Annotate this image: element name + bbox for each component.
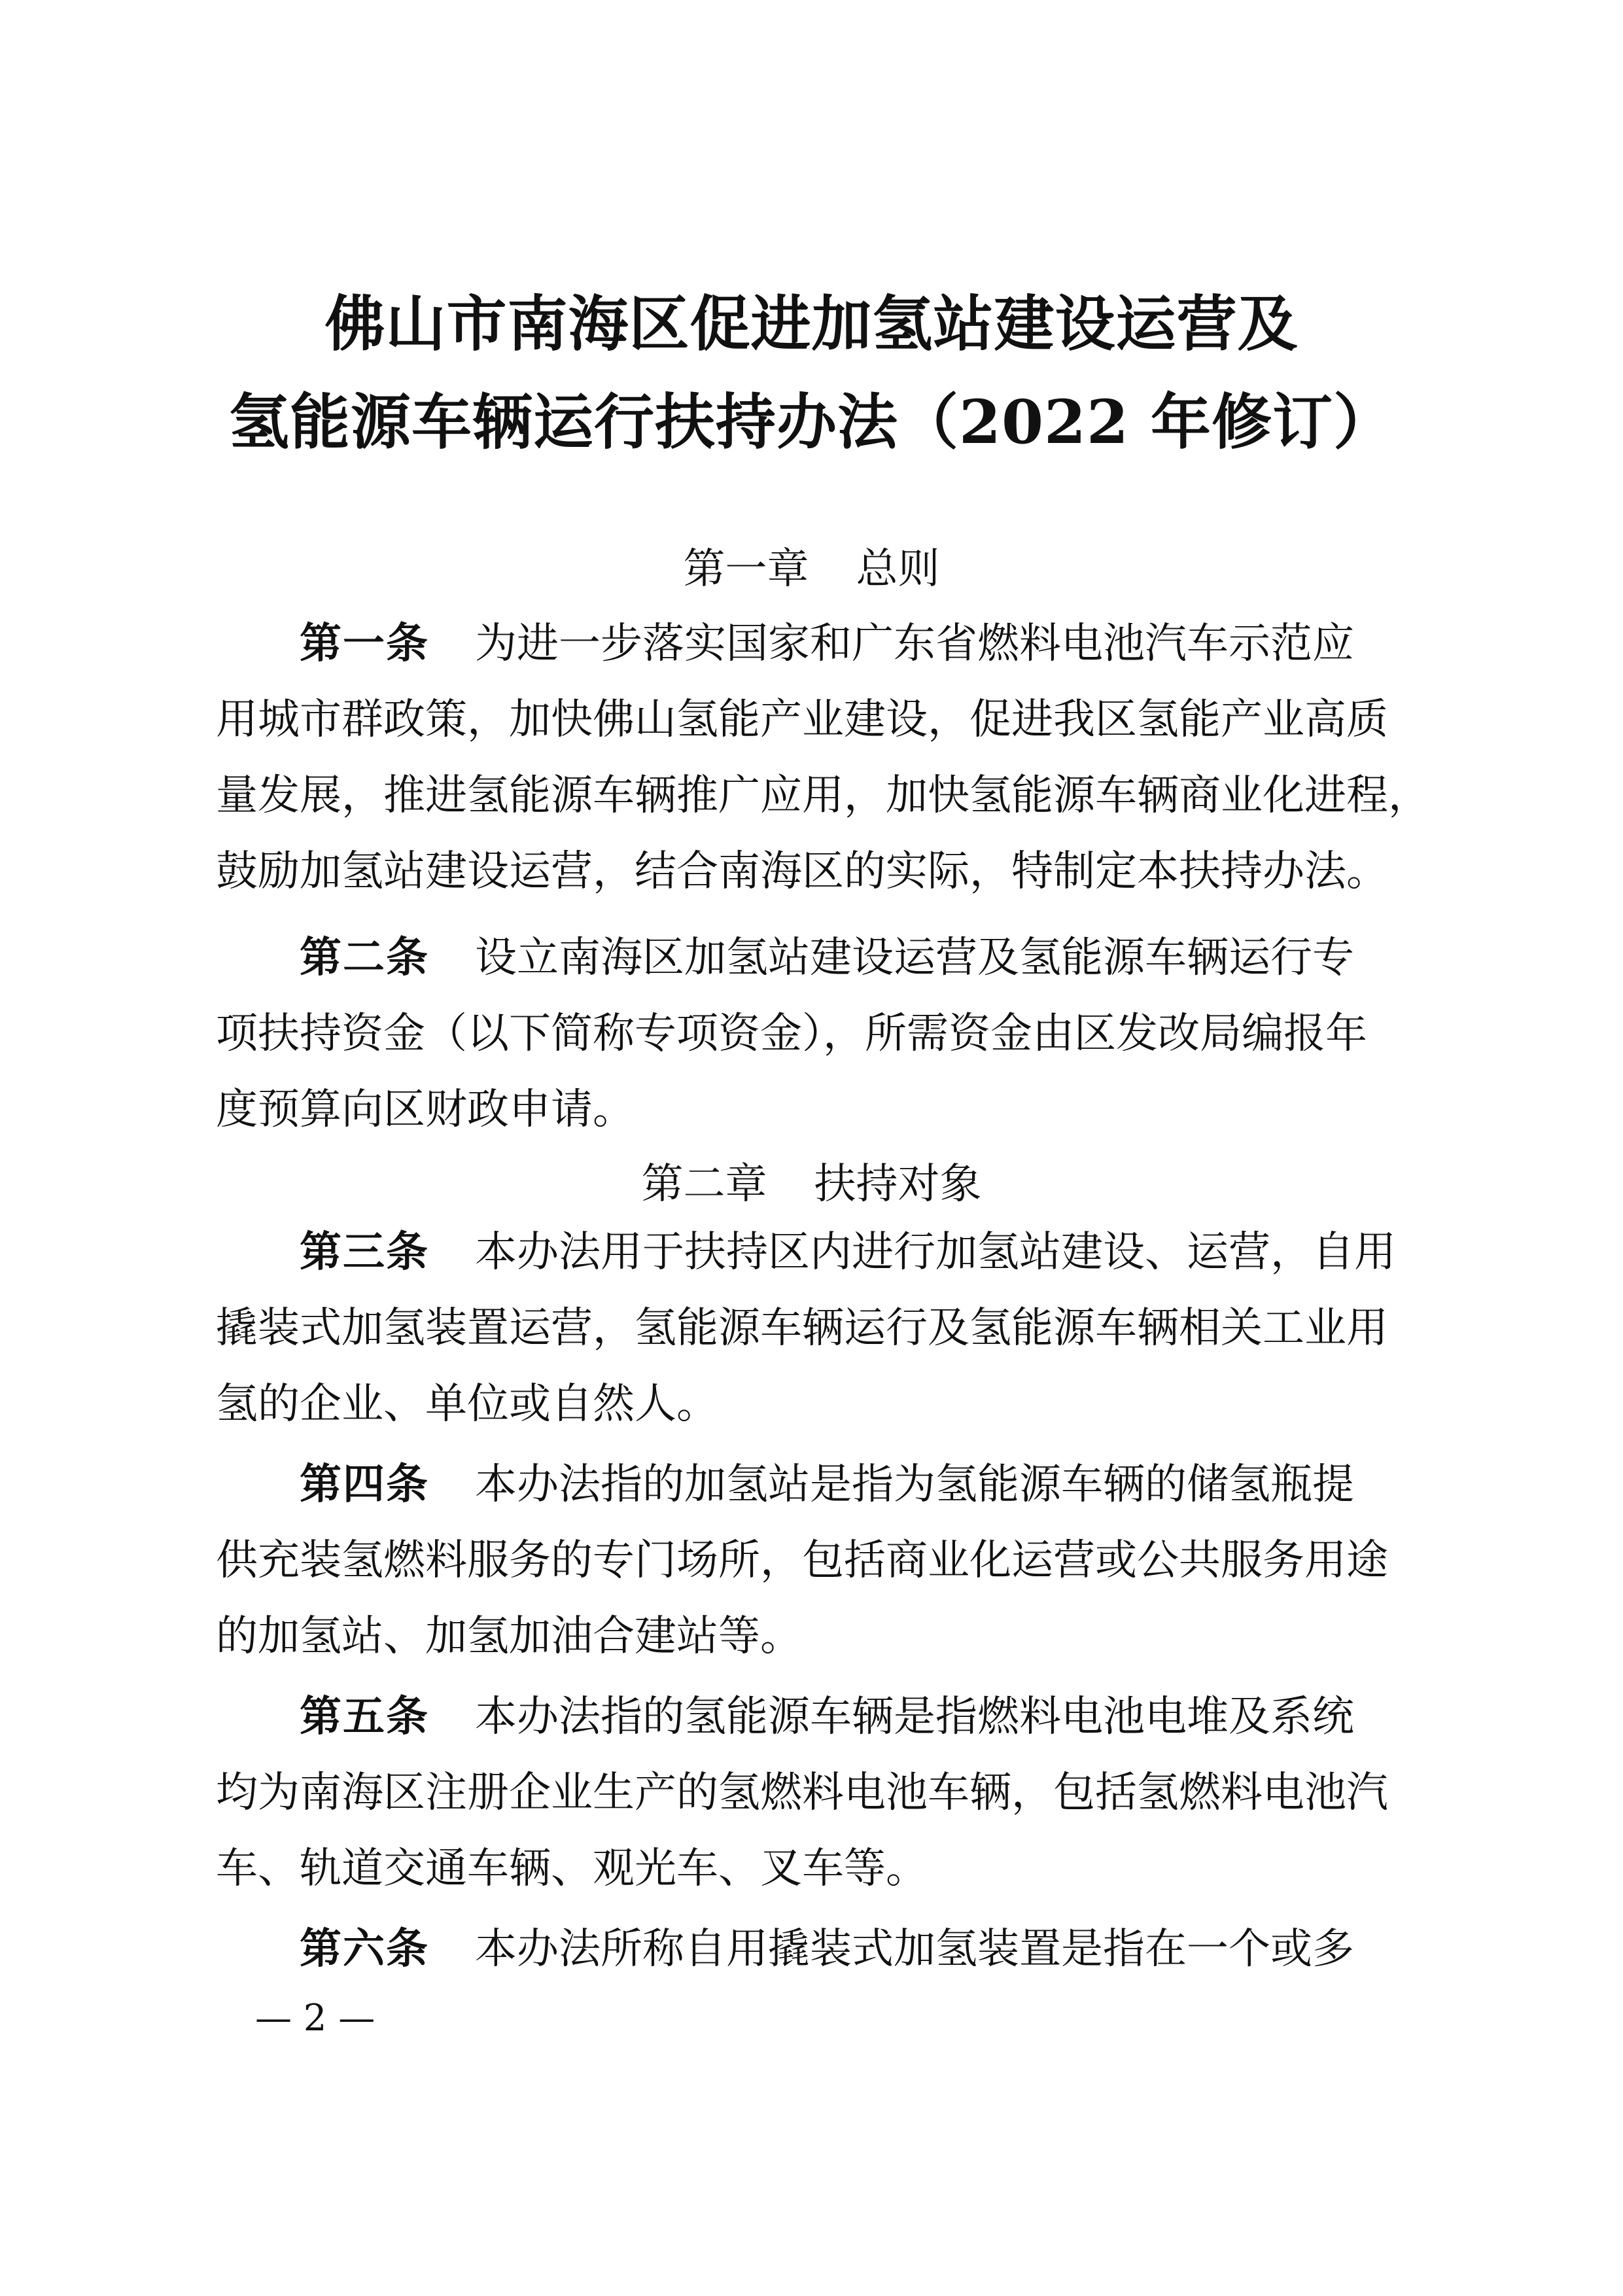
article-line: 撬装式加氢装置运营，氢能源车辆运行及氢能源车辆相关工业用: [216, 1304, 1388, 1352]
article-1: [216, 606, 1430, 910]
article-number: 第五条: [300, 1693, 429, 1741]
article-6: [216, 1911, 1413, 1987]
article-3: [216, 1214, 1413, 1442]
article-line: 均为南海区注册企业生产的氢燃料电池车辆，包括氢燃料电池汽: [216, 1769, 1388, 1817]
article-4: [216, 1447, 1413, 1674]
chapter-name: 扶持对象: [814, 1160, 982, 1209]
article-line: 鼓励加氢站建设运营，结合南海区的实际，特制定本扶持办法。: [216, 847, 1388, 896]
article-2: [216, 920, 1413, 1148]
article-line: 供充装氢燃料服务的专门场所，包括商业化运营或公共服务用途: [216, 1536, 1388, 1585]
article-number: 第六条: [300, 1925, 429, 1973]
article-line: 项扶持资金（以下简称专项资金），所需资金由区发改局编报年: [216, 1010, 1367, 1058]
article-number: 第一条: [300, 620, 429, 668]
article-line: 第三条 本办法用于扶持区内进行加氢站建设、运营，自用: [300, 1228, 1396, 1277]
article-line: 第二条 设立南海区加氢站建设运营及氢能源车辆运行专: [300, 934, 1354, 982]
title-line-1: 佛山市南海区促进加氢站建设运营及: [324, 289, 1299, 359]
article-number: 第二条: [300, 934, 429, 982]
article-number: 第四条: [300, 1460, 429, 1509]
chapter-number: 第一章: [683, 545, 809, 593]
article-line: 第五条 本办法指的氢能源车辆是指燃料电池电堆及系统: [300, 1693, 1354, 1741]
article-line: 第一条 为进一步落实国家和广东省燃料电池汽车示范应: [300, 620, 1354, 668]
page-number: — 2 —: [255, 1997, 375, 2040]
article-line: 车、轨道交通车辆、观光车、叉车等。: [216, 1845, 928, 1893]
chapter-number: 第二章: [641, 1160, 767, 1209]
chapter-name: 总则: [856, 545, 940, 593]
chapter-heading-2: [0, 1158, 1623, 1210]
page-title: [0, 275, 1623, 471]
article-line: 第四条 本办法指的加氢站是指为氢能源车辆的储氢瓶提: [300, 1460, 1354, 1509]
article-line: 用城市群政策，加快佛山氢能产业建设，促进我区氢能产业高质: [216, 696, 1388, 744]
article-line: 的加氢站、加氢加油合建站等。: [216, 1612, 802, 1661]
article-line: 第六条 本办法所称自用撬装式加氢装置是指在一个或多: [300, 1925, 1354, 1973]
article-5: [216, 1679, 1413, 1907]
title-line-2: 氢能源车辆运行扶持办法（2022 年修订）: [228, 387, 1395, 457]
chapter-heading-1: [0, 543, 1623, 595]
article-line: 氢的企业、单位或自然人。: [216, 1380, 718, 1428]
article-number: 第三条: [300, 1228, 429, 1277]
article-line: 度预算向区财政申请。: [216, 1086, 635, 1134]
article-line: 量发展，推进氢能源车辆推广应用，加快氢能源车辆商业化进程，: [216, 771, 1430, 820]
